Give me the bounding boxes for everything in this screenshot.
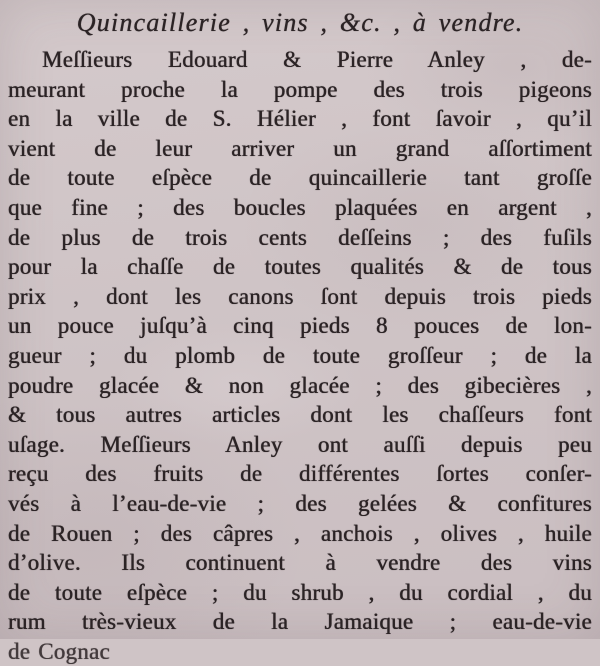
text-line: vient de leur arriver un grand aſſortiment bbox=[8, 135, 592, 161]
text-line: reçu des fruits de différentes ſortes conſer- bbox=[8, 461, 592, 487]
text-line: & tous autres articles dont les chaſſeurs font bbox=[8, 402, 592, 428]
text-line: que fine ; des boucles plaquées en argent , bbox=[8, 194, 592, 220]
text-line: vés à l’eau-de-vie ; des gelées & confitures bbox=[8, 490, 592, 516]
text-line: uſage. Meſſieurs Anley ont auſſi depuis peu bbox=[8, 431, 592, 457]
text-line: poudre glacée & non glacée ; des gibecières , bbox=[8, 372, 592, 398]
article-headline: Quincaillerie , vins , &c. , à vendre. bbox=[76, 8, 524, 37]
text-line: Meſſieurs Edouard & Pierre Anley , de- bbox=[42, 47, 592, 72]
text-line: en la ville de S. Hélier , font ſavoir , qu’il bbox=[8, 106, 592, 132]
text-line: rum très-vieux de la Jamaique ; eau-de-vie bbox=[8, 609, 592, 635]
text-line: un pouce juſqu’à cinq pieds 8 pouces de lon- bbox=[8, 313, 592, 339]
text-line: prix , dont les canons ſont depuis trois pieds bbox=[8, 283, 592, 309]
text-line: pour la chaſſe de toutes qualités & de tous bbox=[8, 254, 592, 280]
text-line: meurant proche la pompe des trois pigeons bbox=[8, 76, 592, 102]
text-line: de toute eſpèce de quincaillerie tant groſſe bbox=[8, 165, 592, 191]
article-body bbox=[8, 45, 592, 664]
text-line: de toute eſpèce ; du shrub , du cordial , du bbox=[8, 579, 592, 605]
text-line: gueur ; du plomb de toute groſſeur ; de la bbox=[8, 342, 592, 368]
text-line: de Rouen ; des câpres , anchois , olives , huile bbox=[8, 520, 592, 546]
text-line: de plus de trois cents deſſeins ; des fuſils bbox=[8, 224, 592, 250]
text-line-partial: de Cognac bbox=[8, 638, 110, 664]
text-line: d’olive. Ils continuent à vendre des vins bbox=[8, 550, 592, 576]
